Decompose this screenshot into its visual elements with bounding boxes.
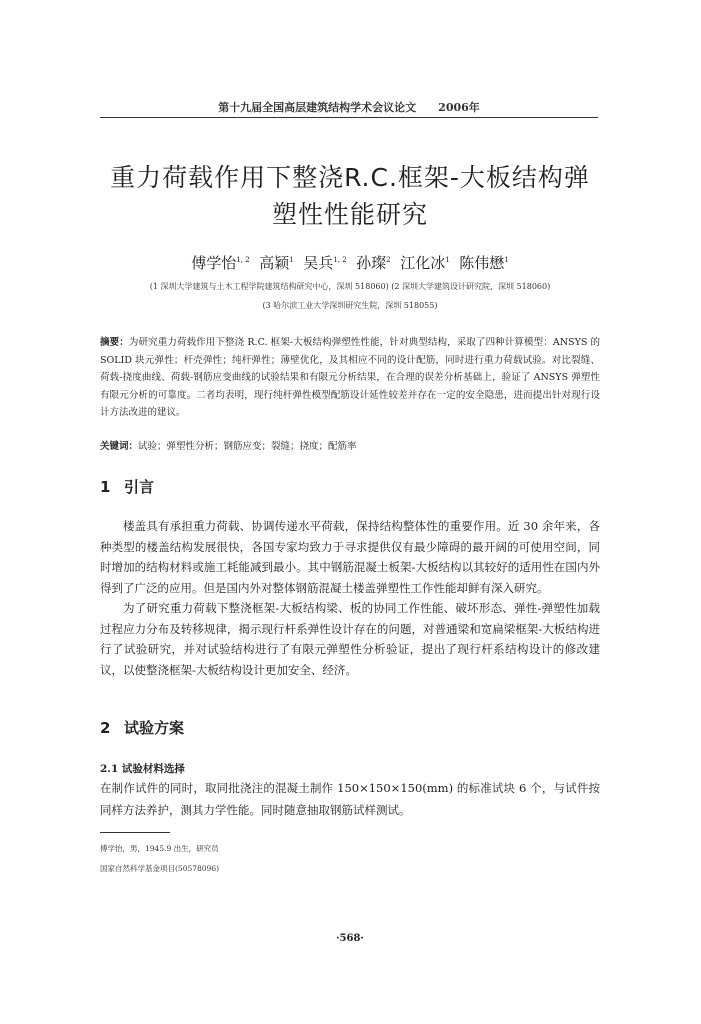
- footnote-funding: 国家自然科学基金项目(50578096): [100, 864, 220, 873]
- section-heading-2: [100, 717, 184, 738]
- author-name: 吴兵: [303, 254, 334, 272]
- affiliation-line-1: (1 深圳大学建筑与土木工程学院建筑结构研究中心，深圳 518060) (2 深圳大学建筑设计研究院，深圳 518060): [149, 282, 551, 291]
- author-list: [100, 252, 600, 273]
- materials-paragraph: 在制作试件的同时，取同批浇注的混凝土制作 150×150×150(mm) 的标准试块 6 个，与试件按同样方法养护，测其力学性能。同时随意抽取钢筋试样测试。: [100, 781, 600, 817]
- intro-body: [100, 516, 600, 680]
- section-number: 1: [100, 478, 111, 496]
- section-number: 2: [100, 719, 111, 737]
- abstract-label: 摘要：: [100, 337, 129, 348]
- author-affil-mark: 1, 2: [333, 256, 347, 264]
- paper-title-line-2: 塑性性能研究: [271, 200, 428, 229]
- section-title: 引言: [124, 478, 155, 496]
- abstract: [100, 334, 600, 422]
- page-number: ·568·: [336, 933, 364, 944]
- footnote-rule: [100, 832, 170, 833]
- footnote-author: 傅学怡，男，1945.9 出生，研究员: [100, 844, 219, 853]
- abstract-text: 为研究重力荷载作用下整浇 R.C. 框架-大板结构弹塑性性能，针对典型结构，采取了四种计算模型：ANSYS 的 SOLID 块元弹性；杆壳弹性；纯杆弹性；薄壁优化，及其相应不同的设计配筋，同时进行重力荷载试验。对比裂缝、荷载-挠度曲线、荷载-钢筋应变曲线的试验结果和有限元分析结果，在合理的误差分析基础上，验证了 ANSYS 弹塑性有限元分析的可靠度。二者均表明，现行纯杆弹性模型配筋设计延性较差并存在一定的安全隐患，进而提出针对现行设计方法改进的建议。: [100, 337, 600, 418]
- author-affil-mark: 1, 2: [236, 256, 250, 264]
- author-name: 陈伟懋: [459, 254, 505, 272]
- author-name: 傅学怡: [191, 254, 237, 272]
- author-affil-mark: 1: [504, 256, 509, 264]
- subsection-heading: 2.1 试验材料选择: [100, 763, 185, 775]
- affiliation-line-2: (3 哈尔滨工业大学深圳研究生院，深圳 518055): [262, 301, 438, 310]
- author-affil-mark: 2: [386, 256, 391, 264]
- running-header: 第十九届全国高层建筑结构学术会议论文 2006年: [218, 101, 480, 114]
- keywords: [100, 438, 600, 452]
- paper-title-line-1: 重力荷载作用下整浇R.C.框架-大板结构弹: [110, 163, 590, 192]
- author-name: 江化冰: [400, 254, 446, 272]
- author-affil-mark: 1: [445, 256, 450, 264]
- section-heading-1: [100, 476, 154, 497]
- keywords-label: 关键词：: [100, 441, 139, 452]
- author-name: 孙璨: [356, 254, 387, 272]
- header-rule: [100, 117, 598, 118]
- section-title: 试验方案: [124, 719, 185, 737]
- author-name: 高颖: [259, 254, 290, 272]
- paragraph: 为了研究重力荷载下整浇框架-大板结构梁、板的协同工作性能、破坏形态、弹性-弹塑性加载过程应力分布及转移规律，揭示现行杆系弹性设计存在的问题，对普通梁和宽扁梁框架-大板结构进行了试验研究，并对试验结构进行了有限元弹塑性分析验证，提出了现行杆系结构设计的修改建议，以使整浇框架-大板结构设计更加安全、经济。: [100, 601, 600, 677]
- keywords-text: 试验；弹塑性分析；钢筋应变；裂缝；挠度；配筋率: [138, 441, 357, 452]
- paragraph: 楼盖具有承担重力荷载、协调传递水平荷载，保持结构整体性的重要作用。近 30 余年来，各种类型的楼盖结构发展很快，各国专家均致力于寻求提供仅有最少障碍的最开阔的可使用空间，同时增加的结构材料或施工耗能减到最小。其中钢筋混凝土板架-大板结构以其较好的适用性在国内外得到了广泛的应用。但是国内外对整体钢筋混凝土楼盖弹塑性工作性能却鲜有深入研究。: [100, 519, 600, 595]
- author-affil-mark: 1: [289, 256, 294, 264]
